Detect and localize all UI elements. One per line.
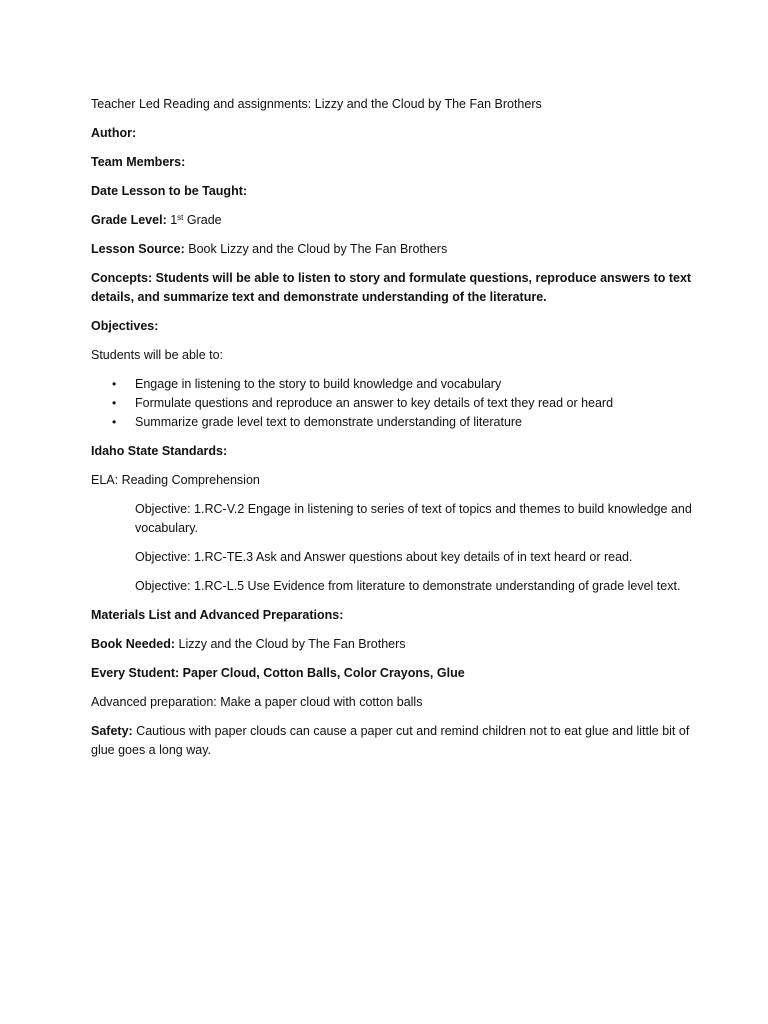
every-student-line: Every Student: Paper Cloud, Cotton Balls, Color Crayons, Glue (91, 666, 465, 680)
safety-value: Cautious with paper clouds can cause a paper cut and remind children not to eat glue and little bit of glue goes a long way. (91, 724, 690, 757)
author-label: Author: (91, 126, 137, 140)
list-item: • Engage in listening to the story to build knowledge and vocabulary (135, 375, 708, 394)
materials-heading: Materials List and Advanced Preparations: (91, 608, 344, 622)
students-able-text: Students will be able to: (91, 348, 224, 362)
grade-level-line (91, 211, 708, 230)
lesson-source-line (91, 240, 708, 259)
grade-ordinal-suffix: st (177, 213, 184, 222)
grade-number: 1 (170, 213, 178, 227)
standard-objective: Objective: 1.RC-TE.3 Ask and Answer questions about key details of in text heard or read. (135, 550, 633, 564)
book-needed-line (91, 635, 708, 654)
grade-word: Grade (186, 213, 222, 227)
grade-level-label: Grade Level: (91, 213, 167, 227)
document-title: Teacher Led Reading and assignments: Lizzy and the Cloud by The Fan Brothers (91, 97, 542, 111)
standard-objective: Objective: 1.RC-V.2 Engage in listening to series of text of topics and themes to build knowledge and vocabulary. (135, 502, 692, 535)
date-lesson-label: Date Lesson to be Taught: (91, 184, 248, 198)
safety-label: Safety: (91, 724, 133, 738)
concepts-paragraph: Concepts: Students will be able to listen to story and formulate questions, reproduce answers to text details, and summarize text and demonstrate understanding of the literature. (91, 271, 692, 304)
ela-heading: ELA: Reading Comprehension (91, 473, 260, 487)
safety-line (91, 722, 708, 760)
standard-objective: Objective: 1.RC-L.5 Use Evidence from literature to demonstrate understanding of grade level text. (135, 579, 681, 593)
lesson-source-value: Book Lizzy and the Cloud by The Fan Brothers (188, 242, 448, 256)
book-needed-value: Lizzy and the Cloud by The Fan Brothers (178, 637, 406, 651)
list-item: • Summarize grade level text to demonstrate understanding of literature (135, 413, 708, 432)
list-item: • Formulate questions and reproduce an answer to key details of text they read or heard (135, 394, 708, 413)
standards-heading: Idaho State Standards: (91, 444, 228, 458)
advanced-prep-line: Advanced preparation: Make a paper cloud with cotton balls (91, 695, 423, 709)
objectives-list (91, 375, 708, 432)
objectives-heading: Objectives: (91, 319, 159, 333)
lesson-source-label: Lesson Source: (91, 242, 185, 256)
team-members-label: Team Members: (91, 155, 186, 169)
book-needed-label: Book Needed: (91, 637, 176, 651)
